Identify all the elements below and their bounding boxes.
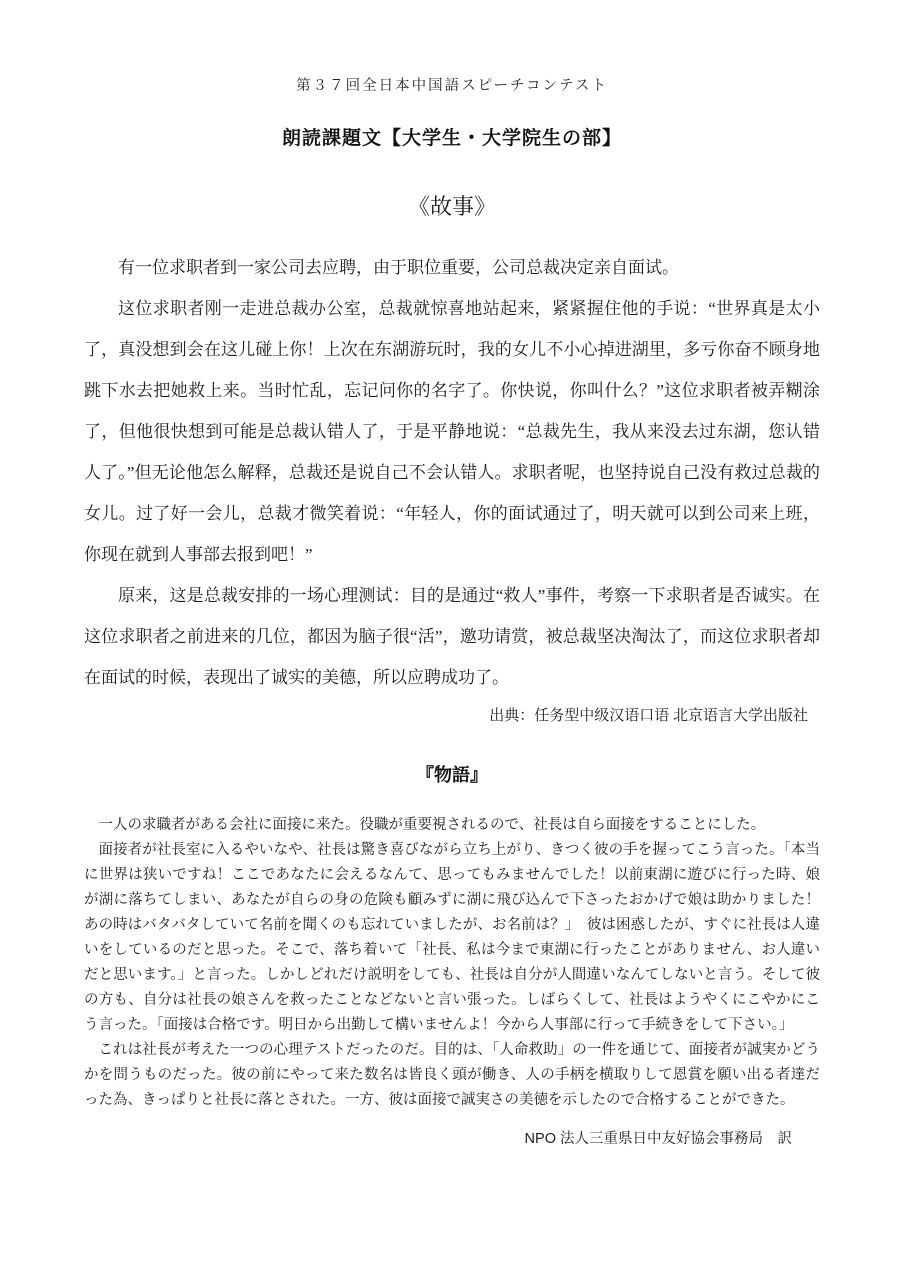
document-title: 朗読課題文【大学生・大学院生の部】	[281, 128, 622, 149]
japanese-body	[84, 813, 820, 1113]
chinese-body	[84, 247, 820, 698]
chinese-paragraph: 这位求职者刚一走进总裁办公室，总裁就惊喜地站起来，紧紧握住他的手说：“世界真是太小了，真没想到会在这儿碰上你！上次在东湖游玩时，我的女儿不小心掉进湖里，多亏你奋不顾身地跳下水去把她救上来。当时忙乱，忘记问你的名字了。你快说，你叫什么？”这位求职者被弄糊涂了，但他很快想到可能是总裁认错人了，于是平静地说：“总裁先生，我从来没去过东湖，您认错人了。”但无论他怎么解释，总裁还是说自己不会认错人。求职者呢，也坚持说自己没有救过总裁的女儿。过了好一会儿，总裁才微笑着说：“年轻人，你的面试通过了，明天就可以到公司来上班，你现在就到人事部去报到吧！”	[84, 299, 820, 564]
japanese-paragraph: これは社長が考えた一つの心理テストだったのだ。目的は、「人命救助」の一件を通じて、面接者が誠実かどうかを問うものだった。彼の前にやって来た数名は皆良く頭が働き、人の手柄を横取りして恩賞を願い出る者達だった為、きっぱりと社長に落とされた。一方、彼は面接で誠実さの美徳を示したので合格することができた。	[84, 1042, 820, 1108]
japanese-paragraph: 面接者が社長室に入るやいなや、社長は驚き喜びながら立ち上がり、きつく彼の手を握ってこう言った。「本当に世界は狭いですね！ここであなたに会えるなんて、思ってもみませんでした！以前東湖に遊びに行った時、娘が湖に落ちてしまい、あなたが自らの身の危険も顧みずに湖に飛び込んで下さったおかげで娘は助かりました！あの時はバタバタしていて名前を聞くのも忘れていましたが、お名前は？」 彼は困惑したが、すぐに社長は人違いをしているのだと思った。そこで、落ち着いて「社長、私は今まで東湖に行ったことがありません、お人違いだと思います。」と言った。しかしどれだけ説明をしても、社長は自分が人間違いなんてしないと言う。そして彼の方も、自分は社長の娘さんを救ったことなどないと言い張った。しばらくして、社長はようやくにこやかにこう言った。「面接は合格です。明日から出勤して構いませんよ！今から人事部に行って手続きをして下さい。」	[84, 842, 820, 1033]
japanese-section-title: 『物語』	[416, 765, 488, 785]
translation-credit: NPO 法人三重県日中友好協会事務局 訳	[524, 1131, 792, 1147]
contest-header: 第３７回全日本中国語スピーチコンテスト	[296, 78, 608, 94]
chinese-paragraph: 有一位求职者到一家公司去应聘，由于职位重要，公司总裁决定亲自面试。	[118, 258, 679, 277]
chinese-section-title: 《故事》	[407, 194, 496, 219]
source-citation: 出典：任务型中级汉语口语 北京语言大学出版社	[489, 708, 808, 724]
japanese-paragraph: 一人の求職者がある会社に面接に来た。役職が重要視されるので、社長は自ら面接をすることにした。	[98, 817, 766, 833]
chinese-paragraph: 原来，这是总裁安排的一场心理测试：目的是通过“救人”事件，考察一下求职者是否诚实。在这位求职者之前进来的几位，都因为脑子很“活”，邀功请赏，被总裁坚决淘汰了，而这位求职者却在面试的时候，表现出了诚实的美德，所以应聘成功了。	[84, 586, 820, 687]
